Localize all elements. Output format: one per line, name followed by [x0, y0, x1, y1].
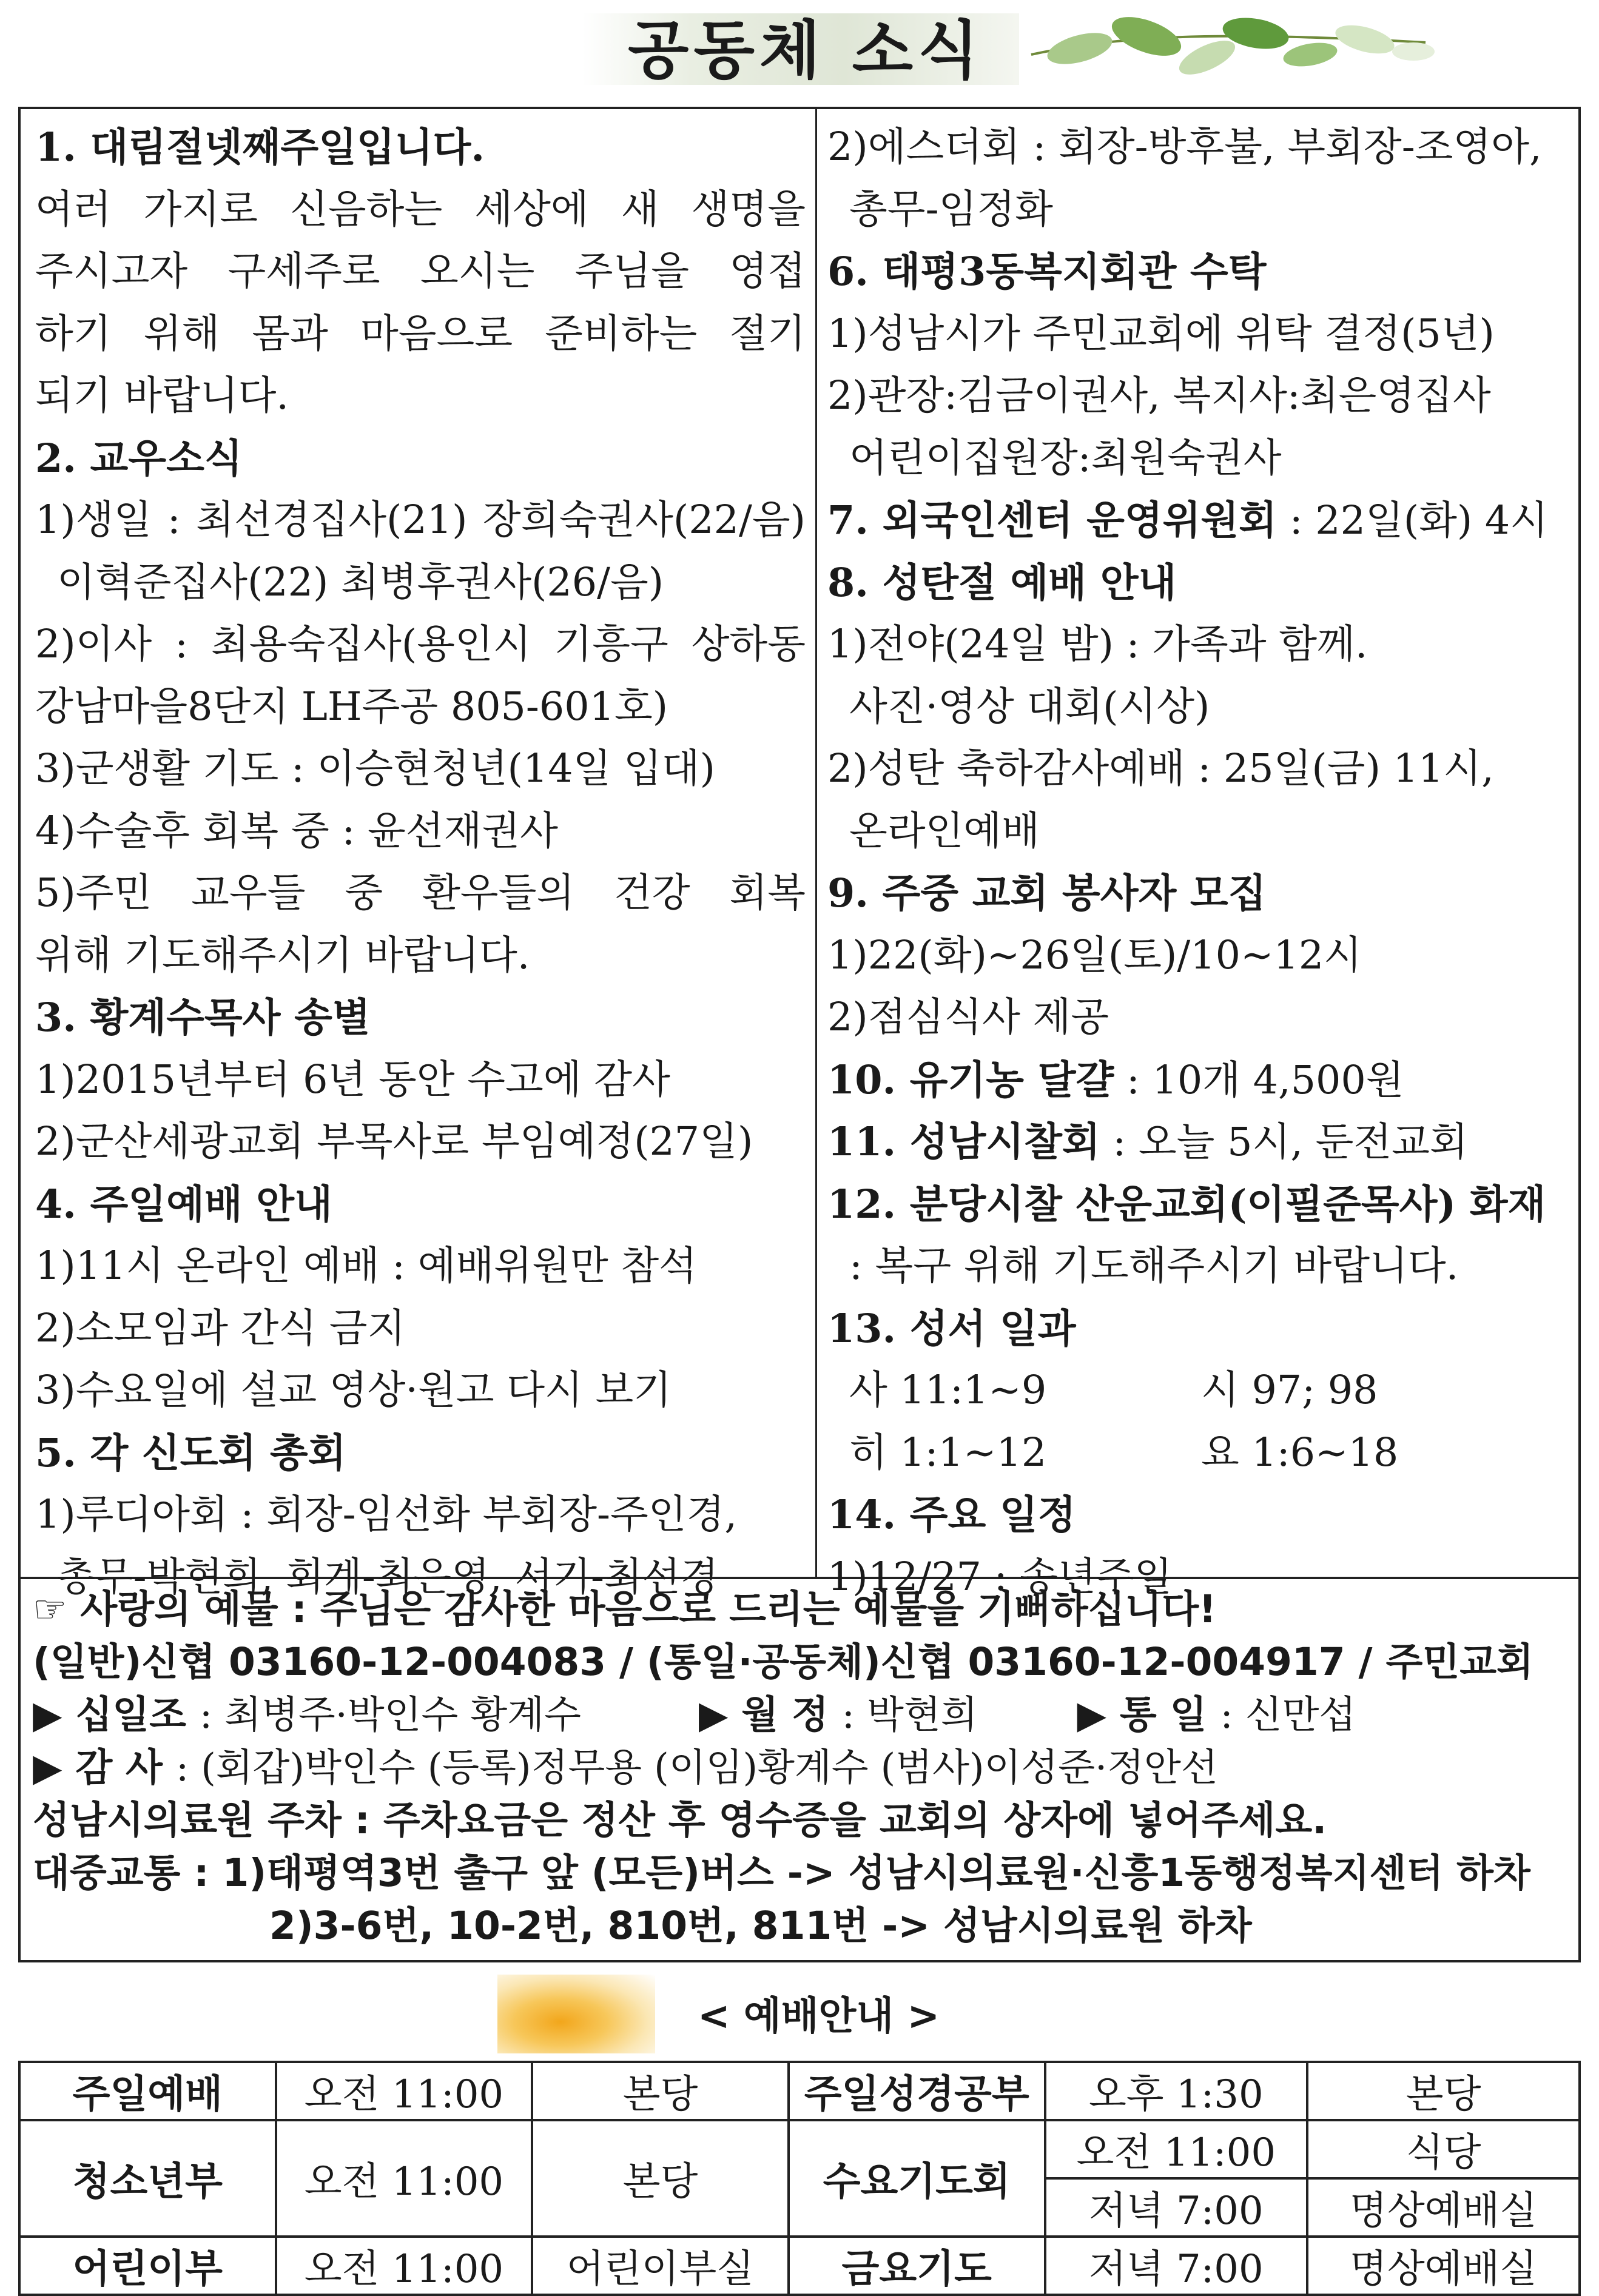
- tithe-label: ▶ 십일조: [33, 1693, 186, 1737]
- service-time: 저녁 7:00: [1045, 2237, 1308, 2295]
- news-line: 2)군산세광교회 부목사로 부임예정(27일): [35, 1119, 753, 1164]
- news-heading: 5. 각 신도회 총회: [35, 1429, 346, 1476]
- table-row: [19, 2120, 1580, 2178]
- reading-ref: 요 1:6~18: [1201, 1429, 1399, 1475]
- service-time: 오후 1:30: [1045, 2062, 1308, 2120]
- news-line: 1)12/27 : 송년주일: [827, 1554, 1173, 1600]
- news-line: : 복구 위해 기도해주시기 바랍니다.: [849, 1243, 1459, 1289]
- news-detail: : 10개 4,500원: [1114, 1057, 1404, 1103]
- news-line: 주시고자 구세주로 오시는 주님을 영접: [35, 249, 806, 294]
- service-name: 금요기도: [789, 2237, 1045, 2295]
- right-column: [827, 116, 1574, 1608]
- service-place: 식당: [1307, 2120, 1580, 2178]
- news-line: 하기 위해 몸과 마음으로 준비하는 절기: [35, 310, 806, 357]
- news-heading: 9. 주중 교회 봉사자 모집: [827, 870, 1267, 916]
- page-title: 공동체 소식: [628, 13, 984, 87]
- column-divider: [815, 109, 817, 1577]
- offering-names-line: [33, 1688, 1574, 1741]
- news-line: 여러 가지로 신음하는 세상에 새 생명을: [35, 186, 806, 232]
- service-place: 본당: [532, 2062, 789, 2120]
- news-line: 되기 바랍니다.: [35, 373, 289, 418]
- service-place: 본당: [532, 2120, 789, 2237]
- news-heading: 13. 성서 일과: [827, 1305, 1076, 1352]
- service-name: 수요기도회: [789, 2120, 1045, 2237]
- service-time: 저녁 7:00: [1045, 2178, 1308, 2237]
- news-line: 2)관장:김금이권사, 복지사:최은영집사: [827, 373, 1491, 418]
- news-line: 4)수술후 회복 중 : 윤선재권사: [35, 808, 558, 854]
- news-line: 1)성남시가 주민교회에 위탁 결정(5년): [827, 310, 1495, 357]
- news-line: 1)루디아회 : 회장-임선화 부회장-주인경,: [35, 1492, 738, 1537]
- service-time: 오전 11:00: [276, 2237, 533, 2295]
- monthly-names: : 박현희: [841, 1693, 978, 1737]
- header: [0, 0, 1599, 97]
- news-heading: 6. 태평3동복지회관 수탁: [827, 249, 1267, 295]
- leaf-decoration-icon: [1025, 12, 1438, 85]
- news-line: [827, 1111, 1574, 1173]
- news-detail: : 오늘 5시, 둔전교회: [1100, 1119, 1468, 1165]
- offering-notices: [33, 1583, 1574, 1952]
- thanks-names: : (회갑)박인수 (등록)정무용 (이임)황계수 (범사)이성준·정안선: [175, 1745, 1218, 1790]
- news-line: 1)2015년부터 6년 동안 수고에 감사: [35, 1056, 670, 1103]
- news-heading: 11. 성남시찰회: [827, 1119, 1100, 1165]
- news-heading: 7. 외국인센터 운영위원회: [827, 497, 1278, 543]
- news-line: 강남마을8단지 LH주공 805-601호): [35, 683, 668, 730]
- service-name: 주일성경공부: [789, 2062, 1045, 2120]
- news-line: [827, 489, 1574, 552]
- reading-line: [827, 1422, 1574, 1485]
- unity-label: ▶ 통 일: [1077, 1693, 1207, 1737]
- parking-line: 성남시의료원 주차 : 주차요금은 정산 후 영수증을 교회의 상자에 넣어주세요.: [33, 1798, 1327, 1842]
- service-place: 어린이부실: [532, 2237, 789, 2295]
- table-row: [19, 2062, 1580, 2120]
- news-heading: 10. 유기농 달걀: [827, 1056, 1114, 1103]
- reading-ref: 히 1:1~12: [849, 1429, 1047, 1475]
- reading-ref: 사 11:1~9: [849, 1368, 1047, 1413]
- left-column: [35, 116, 806, 1608]
- news-line: 3)수요일에 설교 영상·원고 다시 보기: [35, 1368, 672, 1413]
- service-time: 오전 11:00: [276, 2120, 533, 2237]
- news-line: 위해 기도해주시기 바랍니다.: [35, 932, 530, 978]
- reading-ref: 시 97; 98: [1201, 1368, 1378, 1413]
- tithe-names: : 최병주·박인수 황계수: [199, 1693, 581, 1737]
- news-line: 총무-임정화: [849, 186, 1053, 232]
- service-name: 주일예배: [19, 2062, 276, 2120]
- news-line: 5)주민 교우들 중 환우들의 건강 회복: [35, 870, 806, 916]
- news-heading: 2. 교우소식: [35, 435, 243, 482]
- transit-line: 대중교통 : 1)태평역3번 출구 앞 (모든)버스 -> 성남시의료원·신흥1동행정복지센터 하차: [33, 1851, 1530, 1895]
- news-line: 1)생일 : 최선경집사(21) 장희숙권사(22/음): [35, 497, 806, 543]
- news-heading: 14. 주요 일정: [827, 1492, 1076, 1538]
- news-line: 사진·영상 대회(시상): [849, 683, 1210, 730]
- service-place: 명상예배실: [1307, 2178, 1580, 2237]
- news-heading: 1. 대림절넷째주일입니다.: [35, 124, 485, 170]
- news-line: 2)소모임과 간식 금지: [35, 1305, 406, 1351]
- news-line: 1)전야(24일 밤) : 가족과 함께.: [827, 622, 1368, 667]
- worship-title: < 예배안내 >: [698, 1994, 940, 2039]
- news-line: 이혁준집사(22) 최병후권사(26/음): [57, 559, 664, 605]
- news-line: 2)성탄 축하감사예배 : 25일(금) 11시,: [827, 746, 1494, 791]
- offering-line: ☞ 사랑의 예물 : 주님은 감사한 마음으로 드리는 예물을 기뻐하십니다!: [33, 1587, 1216, 1631]
- news-heading: 3. 황계수목사 송별: [35, 995, 371, 1041]
- news-box: [18, 107, 1581, 1962]
- service-time: 오전 11:00: [276, 2062, 533, 2120]
- thanks-label: ▶ 감 사: [33, 1745, 163, 1790]
- account-line: (일반)신협 03160-12-004083 / (통일·공동체)신협 03160-12-004917 / 주민교회: [33, 1640, 1533, 1684]
- unity-names: : 신만섭: [1220, 1693, 1356, 1737]
- reading-line: [827, 1360, 1574, 1422]
- news-line: 3)군생활 기도 : 이승현청년(14일 입대): [35, 746, 715, 791]
- news-detail: : 22일(화) 4시: [1277, 498, 1549, 543]
- transit-line: 2)3-6번, 10-2번, 810번, 811번 -> 성남시의료원 하차: [269, 1904, 1252, 1948]
- thanks-line: [33, 1741, 1574, 1794]
- news-heading: 4. 주일예배 안내: [35, 1181, 332, 1227]
- news-line: 2)이사 : 최용숙집사(용인시 기흥구 상하동: [35, 622, 806, 667]
- worship-schedule-table: [18, 2061, 1581, 2296]
- table-row: [19, 2237, 1580, 2295]
- news-line: 1)11시 온라인 예배 : 예배위원만 참석: [35, 1243, 697, 1289]
- news-line: [827, 1049, 1574, 1112]
- service-place: 본당: [1307, 2062, 1580, 2120]
- service-time: 오전 11:00: [1045, 2120, 1308, 2178]
- news-line: 어린이집원장:최원숙권사: [849, 435, 1282, 481]
- news-line: 1)22(화)~26일(토)/10~12시: [827, 932, 1362, 978]
- monthly-label: ▶ 월 정: [698, 1693, 829, 1737]
- news-line: 총무-박현희, 회계-최은영, 서기-최선경: [57, 1554, 719, 1600]
- news-heading: 8. 성탄절 예배 안내: [827, 559, 1177, 606]
- flower-decoration-icon: [497, 1975, 655, 2053]
- service-name: 어린이부: [19, 2237, 276, 2295]
- service-place: 명상예배실: [1307, 2237, 1580, 2295]
- news-heading: 12. 분당시찰 산운교회(이필준목사) 화재: [827, 1181, 1546, 1227]
- news-line: 온라인예배: [849, 808, 1040, 854]
- service-name: 청소년부: [19, 2120, 276, 2237]
- news-line: 2)에스더회 : 회장-방후불, 부회장-조영아,: [827, 124, 1542, 170]
- news-line: 2)점심식사 제공: [827, 995, 1109, 1040]
